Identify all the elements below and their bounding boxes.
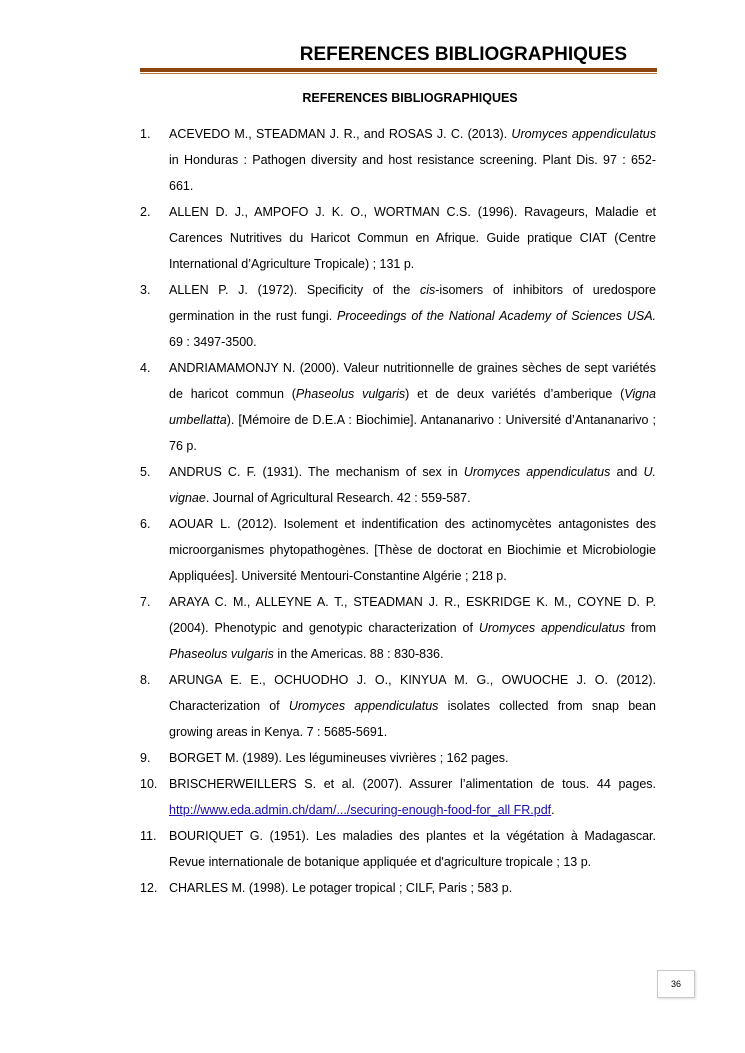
reference-italic-text: Uromyces appendiculatus: [478, 621, 626, 635]
reference-italic-text: cis: [419, 283, 436, 297]
reference-item: [140, 355, 656, 459]
reference-text: and: [610, 465, 644, 479]
reference-text: . Journal of Agricultural Research. 42 : 559-587.: [205, 491, 471, 505]
reference-item: [140, 459, 656, 511]
reference-text: from: [625, 621, 656, 635]
section-title: REFERENCES BIBLIOGRAPHIQUES: [302, 91, 518, 105]
reference-item: [140, 875, 656, 901]
reference-italic-text: Proceedings of the National Academy of Sciences USA.: [337, 309, 656, 323]
reference-text: 69 : 3497-3500.: [169, 335, 257, 349]
reference-number: 5.: [140, 465, 151, 479]
reference-number: 3.: [140, 283, 151, 297]
header-rule-thin: [140, 73, 657, 74]
page-number: 36: [657, 970, 695, 998]
reference-text: in the Americas. 88 : 830-836.: [273, 647, 444, 661]
reference-text: .: [551, 803, 555, 817]
reference-text: BRISCHERWEILLERS S. et al. (2007). Assurer l’alimentation de tous. 44 pages.: [169, 777, 656, 791]
reference-text: ACEVEDO M., STEADMAN J. R., and ROSAS J. C. (2013).: [169, 127, 512, 141]
reference-text: BOURIQUET G. (1951). Les maladies des plantes et la végétation à Madagascar. Revue internationale de botanique appliquée et d'agriculture tropicale ; 13 p.: [169, 829, 656, 869]
reference-text: AOUAR L. (2012). Isolement et indentification des actinomycètes antagonistes des microorganismes phytopathogènes. [Thèse de doctorat en Biochimie et Microbiologie Appliquées]. Université Mentouri-Constantine Algérie ; 218 p.: [169, 517, 656, 583]
reference-link[interactable]: http://www.eda.admin.ch/dam/.../securing-enough-food-for_all FR.pdf: [169, 803, 552, 817]
reference-number: 8.: [140, 673, 151, 687]
reference-item: [140, 121, 656, 199]
reference-text: ANDRUS C. F. (1931). The mechanism of sex in: [169, 465, 464, 479]
reference-text: CHARLES M. (1998). Le potager tropical ; CILF, Paris ; 583 p.: [169, 881, 513, 895]
reference-text: ALLEN P. J. (1972). Specificity of the: [169, 283, 420, 297]
reference-text: isolates collected from snap bean growing areas in Kenya. 7 : 5685-5691.: [169, 699, 656, 739]
reference-italic-text: Uromyces appendiculatus: [463, 465, 611, 479]
reference-text: ARAYA C. M., ALLEYNE A. T., STEADMAN J. R., ESKRIDGE K. M., COYNE D. P. (2004). Phenotypic and genotypic characterization of: [169, 595, 656, 635]
reference-italic-text: Phaseolus vulgaris: [295, 387, 406, 401]
running-header: REFERENCES BIBLIOGRAPHIQUES: [299, 44, 627, 65]
reference-text: BORGET M. (1989). Les légumineuses vivrières ; 162 pages.: [169, 751, 509, 765]
reference-text: in Honduras : Pathogen diversity and host resistance screening. Plant Dis. 97 : 652-661.: [169, 153, 656, 193]
reference-italic-text: Uromyces appendiculatus: [511, 127, 657, 141]
reference-item: [140, 823, 656, 875]
reference-text: ALLEN D. J., AMPOFO J. K. O., WORTMAN C.S. (1996). Ravageurs, Maladie et Carences Nutritives du Haricot Commun en Afrique. Guide pratique CIAT (Centre International d’Agriculture Tropicale) ; 131 p.: [169, 205, 656, 271]
reference-item: [140, 277, 656, 355]
reference-number: 10.: [140, 777, 158, 791]
reference-text: ANDRIAMAMONJY N. (2000). Valeur nutritionnelle de graines sèches de sept variétés de haricot commun (: [169, 361, 656, 401]
reference-italic-text: Phaseolus vulgaris: [169, 647, 274, 661]
reference-italic-text: U. vignae: [169, 465, 657, 505]
reference-item: [140, 589, 656, 667]
reference-text: ). [Mémoire de D.E.A : Biochimie]. Antananarivo : Université d’Antananarivo ; 76 p.: [169, 413, 656, 453]
reference-text: -isomers of inhibitors of uredospore germination in the rust fungi.: [169, 283, 656, 323]
reference-list: [140, 121, 656, 901]
reference-item: [140, 745, 656, 771]
reference-item: [140, 771, 656, 823]
reference-italic-text: Uromyces appendiculatus: [288, 699, 439, 713]
reference-item: [140, 199, 656, 277]
reference-italic-text: Vigna umbellatta: [169, 387, 656, 427]
reference-number: 9.: [140, 751, 151, 765]
reference-item: [140, 667, 656, 745]
reference-text: ) et de deux variétés d’amberique (: [405, 387, 625, 401]
reference-number: 6.: [140, 517, 151, 531]
reference-number: 4.: [140, 361, 151, 375]
header-rule: [140, 68, 657, 72]
reference-number: 2.: [140, 205, 151, 219]
reference-number: 1.: [140, 127, 151, 141]
reference-number: 7.: [140, 595, 151, 609]
reference-text: ARUNGA E. E., OCHUODHO J. O., KINYUA M. G., OWUOCHE J. O. (2012). Characterization of: [169, 673, 656, 713]
reference-item: [140, 511, 656, 589]
reference-number: 12.: [140, 881, 158, 895]
reference-number: 11.: [140, 829, 157, 843]
